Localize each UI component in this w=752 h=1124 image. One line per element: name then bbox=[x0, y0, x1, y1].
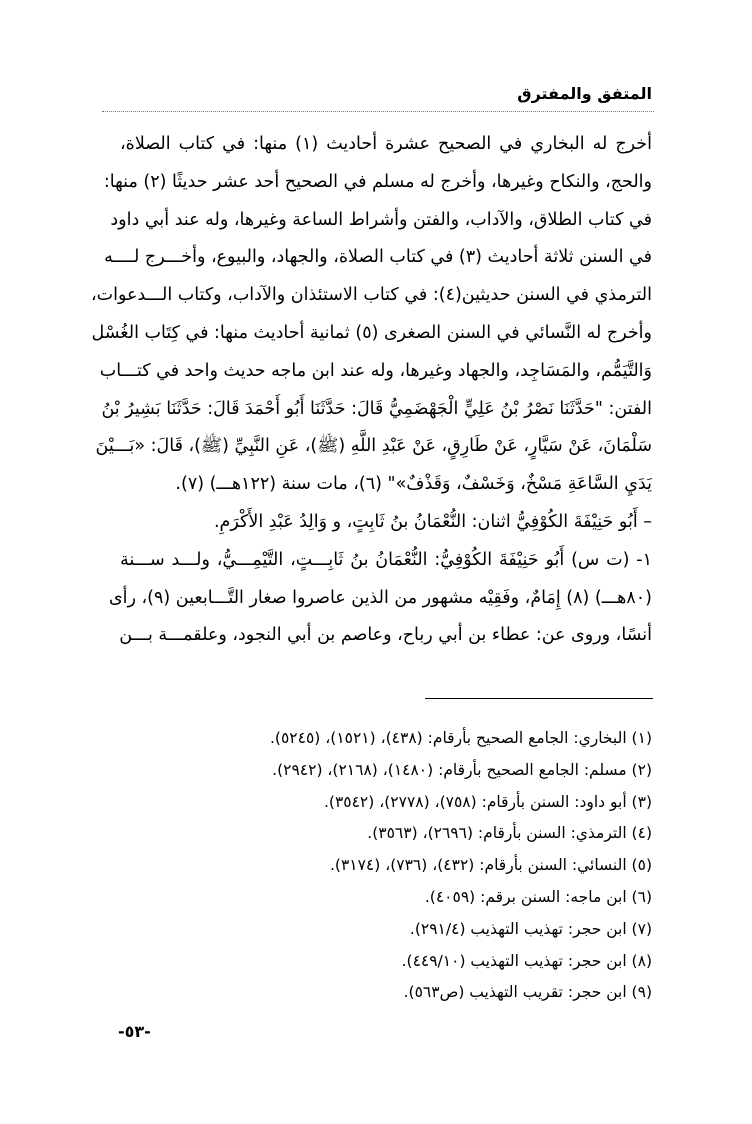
section-heading: – أَبُو حَنِيْفَةَ الكُوْفِيُّ اثنان: النُّعْمَانُ بنُ ثَابِتٍ، و وَالِدُ عَبْدِ الأَكْرَمِ. bbox=[213, 511, 652, 532]
running-header-title: المتفق والمفترق bbox=[517, 84, 652, 103]
footnote: (٩) ابن حجر: تقريب التهذيب (ص٥٦٣). bbox=[403, 983, 652, 1002]
text-line: في كتاب الطلاق، والآداب، والفتن وأشراط الساعة وغيرها، وله عند أبي داود bbox=[110, 209, 652, 230]
footnote: (٢) مسلم: الجامع الصحيح بأرقام: (١٤٨٠)، (٢١٦٨)، (٢٩٤٢). bbox=[272, 760, 652, 779]
footnote: (٣) أبو داود: السنن بأرقام: (٧٥٨)، (٢٧٧٨)، (٣٥٤٢). bbox=[323, 792, 652, 811]
page-number: -٥٣- bbox=[118, 1022, 151, 1041]
footnote: (٤) الترمذي: السنن بأرقام: (٢٦٩٦)، (٣٥٦٣). bbox=[367, 824, 652, 843]
footnote: (٦) ابن ماجه: السنن برقم: (٤٠٥٩). bbox=[424, 887, 652, 906]
text-line: سَلْمَانَ، عَنْ سَيَّارٍ، عَنْ طَارِقٍ، عَنْ عَبْدِ اللَّهِ (ﷺ)، عَنِ النَّبِيِّ (ﷺ)، قَالَ: «بَـــيْنَ bbox=[95, 436, 652, 457]
footnotes bbox=[92, 723, 652, 1009]
text-line: ١- (ت س) أَبُو حَنِيْفَةَ الكُوْفِيُّ: النُّعْمَانُ بنُ ثَابِـــتٍ، التَّيْمِـــيُّ، ولـــد ســـنة bbox=[120, 549, 652, 570]
text-line: والحج، والنكاح وغيرها، وأخرج له مسلم في الصحيح أحد عشر حديثًا (٢) منها: bbox=[103, 171, 652, 192]
text-line: أنسًا، وروى عن: عطاء بن أبي رباح، وعاصم بن أبي النجود، وعلقمـــة بـــن bbox=[119, 625, 652, 646]
text-line: (٨٠هـــ) (٨) إِمَامٌ، وفَقِيْه مشهور من الذين عاصروا صغار التَّـــابعين (٩)، رأى bbox=[108, 587, 652, 608]
text-line: أخرج له البخاري في الصحيح عشرة أحاديث (١) منها: في كتاب الصلاة، bbox=[120, 134, 652, 154]
footnote: (٥) النسائي: السنن بأرقام: (٤٣٢)، (٧٣٦)، (٣١٧٤). bbox=[329, 856, 652, 875]
text-line: في السنن ثلاثة أحاديث (٣) في كتاب الصلاة، والجهاد، والبيوع، وأخـــرج لــــه bbox=[104, 247, 652, 268]
main-text bbox=[90, 126, 652, 655]
header-divider bbox=[102, 111, 654, 112]
text-line: وأخرج له النَّسائي في السنن الصغرى (٥) ثمانية أحاديث منها: في كِتَاب الغُسْل bbox=[91, 322, 652, 343]
footnote: (٧) ابن حجر: تهذيب التهذيب (٢٩١/٤). bbox=[409, 919, 652, 938]
text-line: وَالتَّيَمُّم، والمَسَاجِد، والجهاد وغيرها، وله عند ابن ماجه حديث واحد في كتـــاب bbox=[99, 360, 652, 381]
footnote: (٨) ابن حجر: تهذيب التهذيب (٤٤٩/١٠). bbox=[401, 951, 652, 970]
footnote: (١) البخاري: الجامع الصحيح بأرقام: (٤٣٨)، (١٥٢١)، (٥٢٤٥). bbox=[270, 729, 652, 747]
footnote-divider bbox=[425, 698, 653, 699]
text-line: يَدَيِ السَّاعَةِ مَسْخٌ، وَخَسْفٌ، وَقَذْفٌ»" (٦)، مات سنة (١٢٢هـــ) (٧). bbox=[175, 474, 652, 495]
text-line: الترمذي في السنن حديثين(٤): في كتاب الاستئذان والآداب، وكتاب الـــدعوات، bbox=[90, 285, 652, 306]
text-line: الفتن: "حَدَّثَنَا نَصْرُ بْنُ عَلِيٍّ الْجَهْضَمِيُّ قَالَ: حَدَّثَنَا أَبُو أَحْمَدَ قَالَ: حَدَّثَنَا بَشِيرُ بْنُ bbox=[101, 398, 652, 419]
